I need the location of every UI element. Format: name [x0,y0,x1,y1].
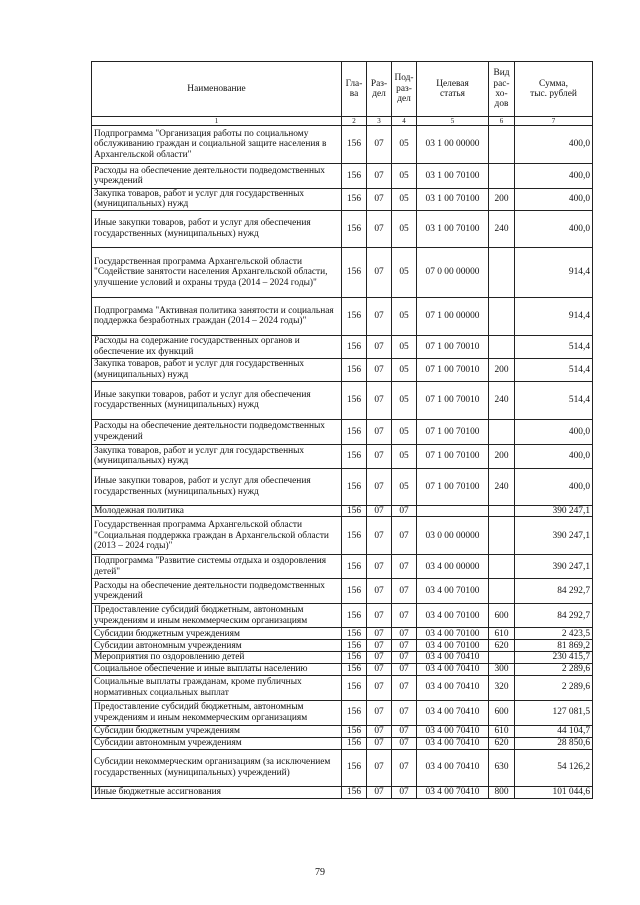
chapter-cell: 156 [342,555,367,579]
target-article-cell: 03 4 00 70100 [417,579,489,604]
section-cell: 07 [367,640,392,652]
expense-type-cell: 200 [489,189,515,211]
subsection-cell: 07 [392,640,417,652]
table-row [92,297,593,335]
target-article-cell: 03 4 00 70100 [417,628,489,640]
header-target-article: Целевая статья [417,62,489,117]
table-row [92,444,593,468]
subsection-cell: 05 [392,381,417,419]
amount-cell: 44 104,7 [515,725,593,737]
target-article-cell: 03 4 00 70100 [417,604,489,628]
section-cell: 07 [367,164,392,189]
amount-cell: 390 247,1 [515,555,593,579]
target-article-cell: 03 1 00 70100 [417,210,489,247]
target-article-cell: 03 4 00 70410 [417,725,489,737]
expense-type-cell [489,297,515,335]
target-article-cell: 03 4 00 70410 [417,737,489,749]
subsection-cell: 05 [392,444,417,468]
amount-cell: 400,0 [515,164,593,189]
chapter-cell: 156 [342,737,367,749]
table-row [92,505,593,516]
target-article-cell: 03 0 00 00000 [417,517,489,555]
section-cell: 07 [367,189,392,211]
table-row [92,675,593,700]
section-cell: 07 [367,381,392,419]
subsection-cell: 07 [392,749,417,786]
row-name-cell: Субсидии автономным учреждениям [92,737,342,749]
section-cell: 07 [367,675,392,700]
row-name-cell: Иные закупки товаров, работ и услуг для обеспечения государственных (муниципальных) нужд [92,210,342,247]
subsection-cell: 07 [392,505,417,516]
section-cell: 07 [367,579,392,604]
row-name-cell: Закупка товаров, работ и услуг для государственных (муниципальных) нужд [92,444,342,468]
expense-type-cell: 630 [489,749,515,786]
column-number: 2 [342,117,367,126]
amount-cell: 400,0 [515,444,593,468]
expense-type-cell: 610 [489,725,515,737]
chapter-cell: 156 [342,126,367,164]
table-row [92,189,593,211]
chapter-cell: 156 [342,210,367,247]
section-cell: 07 [367,652,392,663]
subsection-cell: 05 [392,297,417,335]
subsection-cell: 05 [392,247,417,297]
section-cell: 07 [367,297,392,335]
amount-cell: 514,4 [515,381,593,419]
chapter-cell: 156 [342,700,367,725]
row-name-cell: Расходы на обеспечение деятельности подведомственных учреждений [92,419,342,444]
chapter-cell: 156 [342,335,367,358]
expense-type-cell: 240 [489,381,515,419]
subsection-cell: 07 [392,663,417,675]
amount-cell: 400,0 [515,468,593,505]
row-name-cell: Государственная программа Архангельской области "Содействие занятости населения Архангельской области, улучшение условий и охраны труда (2014 – 2024 годы)" [92,247,342,297]
chapter-cell: 156 [342,749,367,786]
row-name-cell: Государственная программа Архангельской области "Социальная поддержка граждан в Архангельской области (2013 – 2024 годы)" [92,517,342,555]
subsection-cell: 05 [392,419,417,444]
subsection-cell: 07 [392,725,417,737]
amount-cell: 914,4 [515,247,593,297]
amount-cell: 400,0 [515,189,593,211]
section-cell: 07 [367,555,392,579]
expense-type-cell [489,517,515,555]
target-article-cell: 03 4 00 70410 [417,663,489,675]
amount-cell: 54 126,2 [515,749,593,786]
chapter-cell: 156 [342,786,367,798]
expense-type-cell: 600 [489,700,515,725]
amount-cell: 514,4 [515,335,593,358]
row-name-cell: Социальные выплаты гражданам, кроме публичных нормативных социальных выплат [92,675,342,700]
table-row [92,419,593,444]
expense-type-cell [489,335,515,358]
row-name-cell: Субсидии автономным учреждениям [92,640,342,652]
expense-type-cell: 800 [489,786,515,798]
section-cell: 07 [367,749,392,786]
section-cell: 07 [367,737,392,749]
chapter-cell: 156 [342,517,367,555]
amount-cell: 2 423,5 [515,628,593,640]
amount-cell: 81 869,2 [515,640,593,652]
table-row [92,468,593,505]
target-article-cell: 03 1 00 00000 [417,126,489,164]
section-cell: 07 [367,358,392,381]
table-row [92,663,593,675]
row-name-cell: Подпрограмма "Развитие системы отдыха и оздоровления детей" [92,555,342,579]
subsection-cell: 07 [392,517,417,555]
chapter-cell: 156 [342,725,367,737]
expense-type-cell: 620 [489,737,515,749]
column-number: 4 [392,117,417,126]
row-name-cell: Иные бюджетные ассигнования [92,786,342,798]
table-row [92,381,593,419]
target-article-cell: 07 1 00 70010 [417,335,489,358]
row-name-cell: Иные закупки товаров, работ и услуг для обеспечения государственных (муниципальных) нужд [92,468,342,505]
expense-type-cell: 200 [489,444,515,468]
row-name-cell: Закупка товаров, работ и услуг для государственных (муниципальных) нужд [92,358,342,381]
chapter-cell: 156 [342,505,367,516]
section-cell: 07 [367,468,392,505]
header-subsection: Под- раз- дел [392,62,417,117]
header-section: Раз- дел [367,62,392,117]
row-name-cell: Молодежная политика [92,505,342,516]
column-number-row [92,117,593,126]
column-number: 1 [92,117,342,126]
table-row [92,555,593,579]
budget-table [91,61,593,799]
header-chapter: Гла- ва [342,62,367,117]
target-article-cell [417,505,489,516]
expense-type-cell: 200 [489,358,515,381]
header-expense-type: Вид рас- хо- дов [489,62,515,117]
amount-cell: 514,4 [515,358,593,381]
expense-type-cell: 300 [489,663,515,675]
amount-cell: 390 247,1 [515,517,593,555]
table-row [92,652,593,663]
chapter-cell: 156 [342,189,367,211]
section-cell: 07 [367,247,392,297]
section-cell: 07 [367,604,392,628]
amount-cell: 390 247,1 [515,505,593,516]
target-article-cell: 03 1 00 70100 [417,189,489,211]
table-row [92,640,593,652]
table-row [92,335,593,358]
expense-type-cell [489,164,515,189]
section-cell: 07 [367,700,392,725]
chapter-cell: 156 [342,663,367,675]
subsection-cell: 05 [392,468,417,505]
row-name-cell: Расходы на обеспечение деятельности подведомственных учреждений [92,579,342,604]
column-number: 7 [515,117,593,126]
table-row [92,700,593,725]
expense-type-cell [489,652,515,663]
chapter-cell: 156 [342,247,367,297]
target-article-cell: 03 4 00 70410 [417,786,489,798]
column-number: 3 [367,117,392,126]
chapter-cell: 156 [342,468,367,505]
subsection-cell: 05 [392,126,417,164]
expense-type-cell: 620 [489,640,515,652]
table-row [92,358,593,381]
amount-cell: 84 292,7 [515,604,593,628]
row-name-cell: Субсидии некоммерческим организациям (за исключением государственных (муниципальных) учреждений) [92,749,342,786]
row-name-cell: Предоставление субсидий бюджетным, автономным учреждениям и иным некоммерческим организациям [92,700,342,725]
section-cell: 07 [367,517,392,555]
chapter-cell: 156 [342,419,367,444]
section-cell: 07 [367,786,392,798]
amount-cell: 84 292,7 [515,579,593,604]
target-article-cell: 03 1 00 70100 [417,164,489,189]
table-row [92,604,593,628]
amount-cell: 914,4 [515,297,593,335]
target-article-cell: 03 4 00 70410 [417,700,489,725]
row-name-cell: Социальное обеспечение и иные выплаты населению [92,663,342,675]
chapter-cell: 156 [342,358,367,381]
target-article-cell: 03 4 00 70410 [417,675,489,700]
target-article-cell: 03 4 00 70410 [417,749,489,786]
section-cell: 07 [367,126,392,164]
amount-cell: 400,0 [515,126,593,164]
table-row [92,164,593,189]
subsection-cell: 07 [392,652,417,663]
subsection-cell: 07 [392,786,417,798]
chapter-cell: 156 [342,652,367,663]
chapter-cell: 156 [342,640,367,652]
row-name-cell: Субсидии бюджетным учреждениям [92,725,342,737]
target-article-cell: 07 1 00 70010 [417,358,489,381]
row-name-cell: Закупка товаров, работ и услуг для государственных (муниципальных) нужд [92,189,342,211]
row-name-cell: Иные закупки товаров, работ и услуг для обеспечения государственных (муниципальных) нужд [92,381,342,419]
amount-cell: 127 081,5 [515,700,593,725]
table-row [92,737,593,749]
amount-cell: 400,0 [515,210,593,247]
target-article-cell: 07 0 00 00000 [417,247,489,297]
chapter-cell: 156 [342,628,367,640]
chapter-cell: 156 [342,444,367,468]
subsection-cell: 07 [392,628,417,640]
subsection-cell: 07 [392,555,417,579]
table-row [92,749,593,786]
header-row [92,62,593,117]
subsection-cell: 07 [392,675,417,700]
column-number: 6 [489,117,515,126]
page-number: 79 [315,867,325,878]
section-cell: 07 [367,444,392,468]
expense-type-cell [489,505,515,516]
column-number: 5 [417,117,489,126]
target-article-cell: 07 1 00 00000 [417,297,489,335]
table-row [92,247,593,297]
amount-cell: 101 044,6 [515,786,593,798]
chapter-cell: 156 [342,579,367,604]
chapter-cell: 156 [342,297,367,335]
subsection-cell: 07 [392,700,417,725]
table-row [92,126,593,164]
table-row [92,210,593,247]
table-row [92,725,593,737]
header-name: Наименование [92,62,342,117]
chapter-cell: 156 [342,381,367,419]
section-cell: 07 [367,419,392,444]
chapter-cell: 156 [342,675,367,700]
target-article-cell: 07 1 00 70100 [417,468,489,505]
expense-type-cell: 320 [489,675,515,700]
expense-type-cell: 610 [489,628,515,640]
subsection-cell: 07 [392,604,417,628]
expense-type-cell: 600 [489,604,515,628]
row-name-cell: Предоставление субсидий бюджетным, автономным учреждениям и иным некоммерческим организациям [92,604,342,628]
amount-cell: 400,0 [515,419,593,444]
expense-type-cell [489,419,515,444]
subsection-cell: 05 [392,210,417,247]
table-body [92,126,593,799]
target-article-cell: 07 1 00 70010 [417,381,489,419]
table-row [92,579,593,604]
row-name-cell: Расходы на обеспечение деятельности подведомственных учреждений [92,164,342,189]
section-cell: 07 [367,663,392,675]
subsection-cell: 05 [392,358,417,381]
amount-cell: 28 850,6 [515,737,593,749]
expense-type-cell: 240 [489,468,515,505]
amount-cell: 2 289,6 [515,675,593,700]
row-name-cell: Мероприятия по оздоровлению детей [92,652,342,663]
section-cell: 07 [367,210,392,247]
expense-type-cell [489,126,515,164]
section-cell: 07 [367,725,392,737]
expense-type-cell [489,579,515,604]
table-row [92,517,593,555]
expense-type-cell [489,555,515,579]
header-amount: Сумма, тыс. рублей [515,62,593,117]
table-row [92,628,593,640]
target-article-cell: 07 1 00 70100 [417,419,489,444]
row-name-cell: Подпрограмма "Организация работы по социальному обслуживанию граждан и социальной защите населения в Архангельской области" [92,126,342,164]
target-article-cell: 03 4 00 70100 [417,640,489,652]
section-cell: 07 [367,628,392,640]
section-cell: 07 [367,505,392,516]
subsection-cell: 05 [392,164,417,189]
chapter-cell: 156 [342,604,367,628]
subsection-cell: 05 [392,189,417,211]
section-cell: 07 [367,335,392,358]
chapter-cell: 156 [342,164,367,189]
expense-type-cell [489,247,515,297]
row-name-cell: Субсидии бюджетным учреждениям [92,628,342,640]
amount-cell: 2 289,6 [515,663,593,675]
target-article-cell: 07 1 00 70100 [417,444,489,468]
row-name-cell: Расходы на содержание государственных органов и обеспечение их функций [92,335,342,358]
expense-type-cell: 240 [489,210,515,247]
row-name-cell: Подпрограмма "Активная политика занятости и социальная поддержка безработных граждан (2014 – 2024 годы)" [92,297,342,335]
target-article-cell: 03 4 00 00000 [417,555,489,579]
table-row [92,786,593,798]
target-article-cell: 03 4 00 70410 [417,652,489,663]
subsection-cell: 07 [392,737,417,749]
amount-cell: 230 415,7 [515,652,593,663]
subsection-cell: 05 [392,335,417,358]
subsection-cell: 07 [392,579,417,604]
